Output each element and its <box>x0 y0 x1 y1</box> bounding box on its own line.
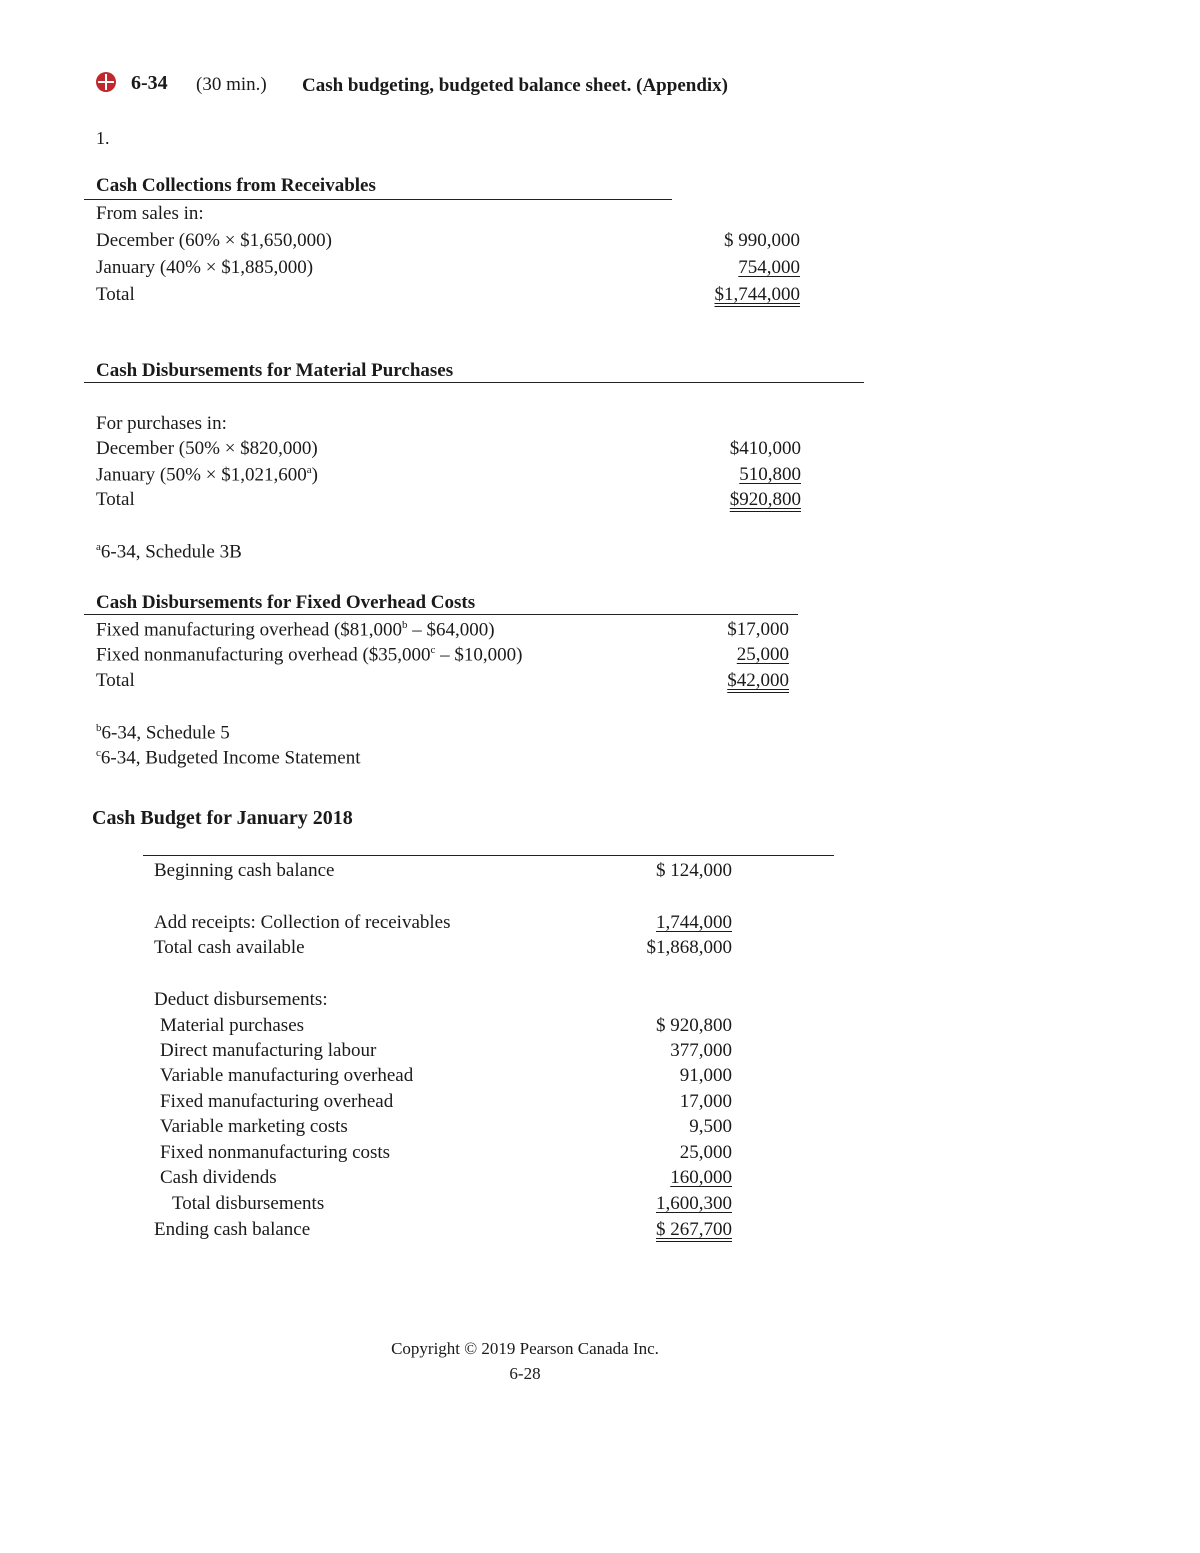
problem-time: (30 min.) <box>196 74 267 95</box>
fixed-row-label: Fixed manufacturing overhead ($81,000$^b$ – $64,000) <box>96 619 495 641</box>
budget-item-value: 91,000 <box>679 1065 732 1086</box>
fixed-footnote: $^c$6-34, Budgeted Income Statement <box>96 747 361 769</box>
budget-beginning-label: Beginning cash balance <box>154 860 335 881</box>
budget-total-disb-value: 1,600,300 <box>656 1193 732 1214</box>
budget-available-label: Total cash available <box>154 937 305 958</box>
purchases-title: Cash Disbursements for Material Purchases <box>96 360 454 381</box>
fixed-row-label: Fixed nonmanufacturing overhead ($35,000$^c$ – $10,000) <box>96 644 523 666</box>
purchases-total-value: $920,800 <box>729 489 801 510</box>
purchases-footnote: $^a$6-34, Schedule 3B <box>96 541 242 563</box>
collections-row-value: 754,000 <box>738 257 800 278</box>
budget-item-value: 25,000 <box>679 1142 732 1163</box>
purchases-row-value: 510,800 <box>739 464 801 485</box>
budget-item-value: 9,500 <box>689 1116 732 1137</box>
purchases-row-value: $410,000 <box>729 438 801 459</box>
problem-number: 6-34 <box>131 72 168 94</box>
collections-title: Cash Collections from Receivables <box>96 175 376 196</box>
fixed-footnote: $^b$6-34, Schedule 5 <box>96 722 230 744</box>
fixed-row-value: 25,000 <box>736 644 789 665</box>
budget-item-label: Cash dividends <box>160 1167 277 1188</box>
purchases-row-label: January (50% × $1,021,600$^a$) <box>96 464 318 486</box>
budget-receipts-label: Add receipts: Collection of receivables <box>154 912 451 933</box>
budget-item-label: Variable manufacturing overhead <box>160 1065 414 1086</box>
collections-row-value: $ 990,000 <box>724 230 800 251</box>
budget-item-label: Variable marketing costs <box>160 1116 348 1137</box>
budget-item-value: 160,000 <box>670 1167 732 1188</box>
budget-title: Cash Budget for January 2018 <box>92 807 353 829</box>
collections-rule <box>84 199 672 200</box>
budget-receipts-value: 1,744,000 <box>656 912 732 933</box>
collections-total-label: Total <box>96 284 135 305</box>
footer-copyright: Copyright © 2019 Pearson Canada Inc. <box>391 1339 659 1358</box>
purchases-total-label: Total <box>96 489 135 510</box>
fixed-total-value: $42,000 <box>727 670 789 691</box>
problem-title: Cash budgeting, budgeted balance sheet. (Appendix) <box>302 75 728 96</box>
budget-ending-value: $ 267,700 <box>656 1219 732 1240</box>
budget-item-value: $ 920,800 <box>656 1015 732 1036</box>
budget-ending-label: Ending cash balance <box>154 1219 311 1240</box>
budget-total-disb-label: Total disbursements <box>172 1193 325 1214</box>
purchases-subhead: For purchases in: <box>96 413 227 434</box>
budget-item-label: Material purchases <box>160 1015 305 1036</box>
collections-subhead: From sales in: <box>96 203 204 224</box>
budget-item-label: Fixed nonmanufacturing costs <box>160 1142 391 1163</box>
budget-item-label: Fixed manufacturing overhead <box>160 1091 394 1112</box>
globe-icon <box>96 72 116 92</box>
fixed-rule <box>84 614 798 615</box>
collections-row-label: January (40% × $1,885,000) <box>96 257 314 278</box>
collections-total-value: $1,744,000 <box>714 284 800 305</box>
budget-rule <box>143 855 834 856</box>
part-number: 1. <box>96 128 110 148</box>
budget-item-value: 17,000 <box>679 1091 732 1112</box>
budget-item-value: 377,000 <box>670 1040 732 1061</box>
fixed-total-label: Total <box>96 670 135 691</box>
footer-page-number: 6-28 <box>509 1364 541 1383</box>
fixed-title: Cash Disbursements for Fixed Overhead Costs <box>96 592 476 613</box>
budget-item-label: Direct manufacturing labour <box>160 1040 377 1061</box>
purchases-rule <box>84 382 864 383</box>
purchases-row-label: December (50% × $820,000) <box>96 438 318 459</box>
budget-beginning-value: $ 124,000 <box>656 860 732 881</box>
budget-deduct-label: Deduct disbursements: <box>154 989 328 1010</box>
collections-row-label: December (60% × $1,650,000) <box>96 230 333 251</box>
fixed-row-value: $17,000 <box>727 619 789 640</box>
budget-available-value: $1,868,000 <box>646 937 732 958</box>
